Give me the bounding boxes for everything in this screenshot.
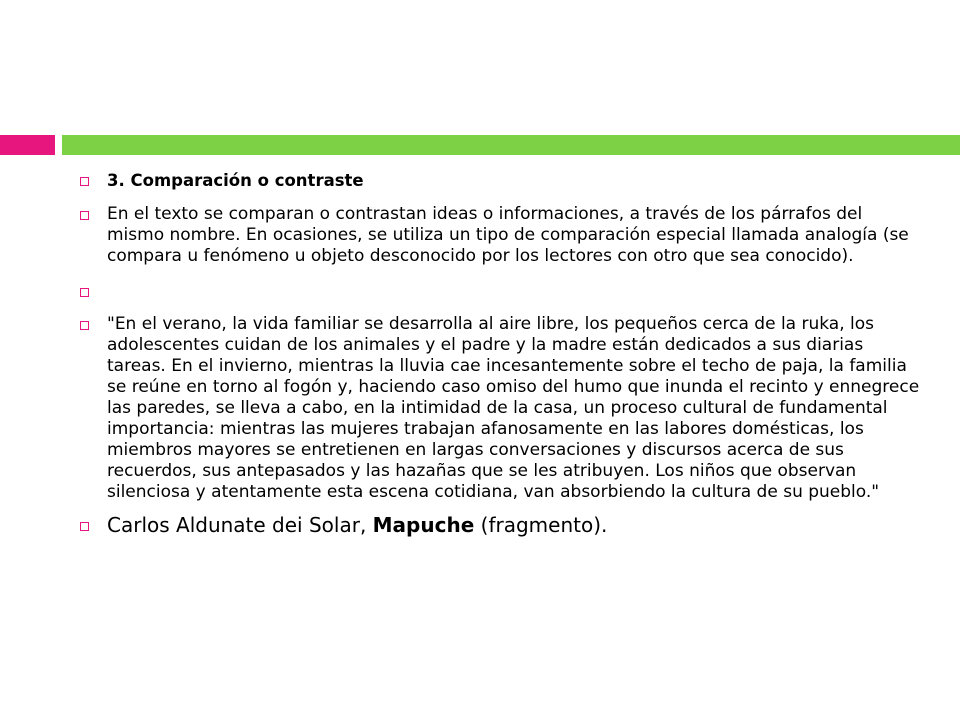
slide-content bbox=[80, 170, 920, 537]
attribution-work: Mapuche bbox=[372, 513, 475, 537]
attribution-author: Carlos Aldunate dei Solar, bbox=[107, 513, 373, 537]
pink-accent-bar bbox=[0, 135, 55, 155]
definition-text: En el texto se comparan o contrastan ideas o informaciones, a través de los párrafos del mismo nombre. En ocasiones, se utiliza un tipo de comparación especial llamada analogía (se compara u fenómeno u objeto desconocido por los lectores con otro que sea conocido). bbox=[107, 204, 909, 266]
bullet-item-title bbox=[80, 170, 920, 191]
bullet-item-attribution bbox=[80, 513, 920, 537]
section-title: 3. Comparación o contraste bbox=[107, 171, 364, 190]
square-bullet-icon bbox=[80, 177, 89, 186]
bullet-item-quote bbox=[80, 314, 920, 503]
bullet-item-empty bbox=[80, 281, 920, 302]
square-bullet-icon bbox=[80, 288, 89, 297]
attribution-note: (fragmento). bbox=[474, 513, 608, 537]
square-bullet-icon bbox=[80, 321, 89, 330]
square-bullet-icon bbox=[80, 211, 89, 220]
square-bullet-icon bbox=[80, 522, 89, 531]
quote-text: "En el verano, la vida familiar se desarrolla al aire libre, los pequeños cerca de la ruka, los adolescentes cuidan de los animales y el padre y la madre están dedicados a sus diarias tareas. En el invierno, mientras la lluvia cae incesantemente sobre el techo de paja, la familia se reúne en torno al fogón y, haciendo caso omiso del humo que inunda el recinto y ennegrece las paredes, se lleva a cabo, en la intimidad de la casa, un proceso cultural de fundamental importancia: mientras las mujeres trabajan afanosamente en las labores domésticas, los miembros mayores se entretienen en largas conversaciones y discursos acerca de sus recuerdos, sus antepasados y las hazañas que se les atribuyen. Los niños que observan silenciosa y atentamente esta escena cotidiana, van absorbiendo la cultura de su pueblo." bbox=[107, 314, 920, 502]
green-accent-bar bbox=[62, 135, 960, 155]
bullet-item-definition bbox=[80, 204, 920, 267]
